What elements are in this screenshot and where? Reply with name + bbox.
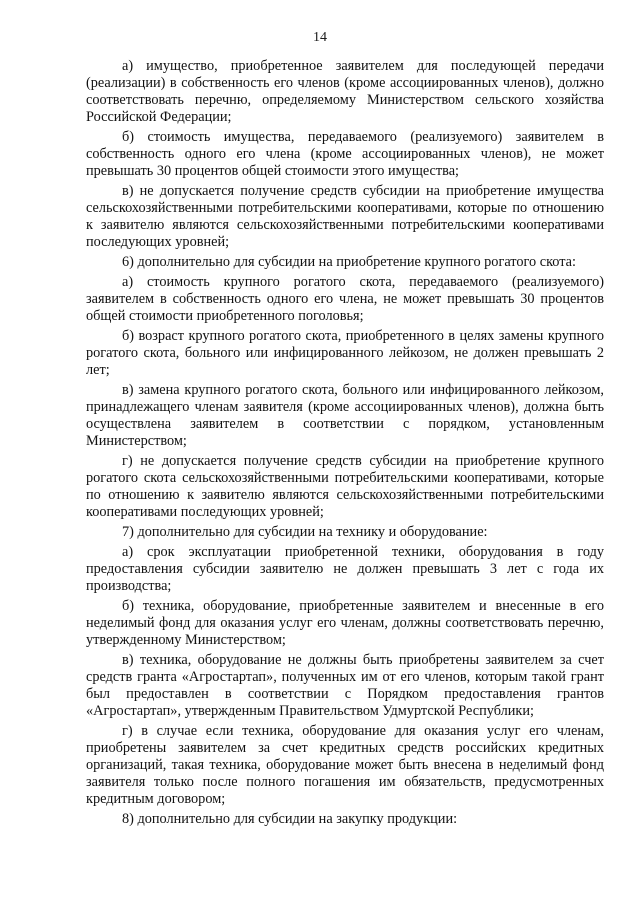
page-number: 14 (313, 30, 327, 45)
paragraph: б) техника, оборудование, приобретенные заявителем и внесенные в его неделимый фонд для оказания услуг его членам, должны соответствовать перечню, утвержденному Министерством; (86, 598, 604, 648)
paragraph: а) срок эксплуатации приобретенной техники, оборудования в году предоставления субсидии заявителю не должен превышать 3 лет с года их производства; (86, 544, 604, 594)
paragraph: 6) дополнительно для субсидии на приобретение крупного рогатого скота: (122, 254, 577, 270)
paragraph: в) замена крупного рогатого скота, больного или инфицированного лейкозом, принадлежащего членам заявителя (кроме ассоциированных членов), должна быть осуществлена заявителем в соответствии с порядком, установленным Министерством; (86, 382, 604, 449)
paragraph: г) в случае если техника, оборудование для оказания услуг его членам, приобретены заявителем за счет кредитных средств российских кредитных организаций, такая техника, оборудование может быть внесена в неделимый фонд заявителя только после полного погашения им обязательств, предусмотренных кредитным договором; (86, 723, 604, 807)
paragraph: г) не допускается получение средств субсидии на приобретение крупного рогатого скота сельскохозяйственными потребительскими кооперативами, которые по отношению к заявителю являются сельскохозяйственными потребительскими кооперативами последующих уровней; (86, 453, 604, 520)
paragraph: в) не допускается получение средств субсидии на приобретение имущества сельскохозяйственными потребительскими кооперативами, которые по отношению к заявителю являются сельскохозяйственными потребительскими кооперативами последующих уровней; (86, 183, 604, 250)
paragraph: б) возраст крупного рогатого скота, приобретенного в целях замены крупного рогатого скота, больного или инфицированного лейкозом, не должен превышать 2 лет; (86, 328, 604, 378)
paragraph: 7) дополнительно для субсидии на технику и оборудование: (122, 524, 488, 540)
paragraph: 8) дополнительно для субсидии на закупку продукции: (122, 811, 458, 827)
paragraph: а) стоимость крупного рогатого скота, передаваемого (реализуемого) заявителем в собственность одного его члена, не может превышать 30 процентов общей стоимости приобретенного поголовья; (86, 274, 604, 324)
paragraph: а) имущество, приобретенное заявителем для последующей передачи (реализации) в собственность его членов (кроме ассоциированных членов), должно соответствовать перечню, определяемому Министерством сельского хозяйства Российской Федерации; (86, 58, 604, 125)
paragraph: б) стоимость имущества, передаваемого (реализуемого) заявителем в собственность одного его члена (кроме ассоциированных членов), не может превышать 30 процентов общей стоимости этого имущества; (86, 129, 604, 179)
paragraph: в) техника, оборудование не должны быть приобретены заявителем за счет средств гранта «Агростартап», полученных им от его членов, которым такой грант был предоставлен в соответствии с Порядком предоставления грантов «Агростартап», утвержденным Правительством Удмуртской Республики; (86, 652, 604, 719)
document-body (86, 58, 604, 831)
